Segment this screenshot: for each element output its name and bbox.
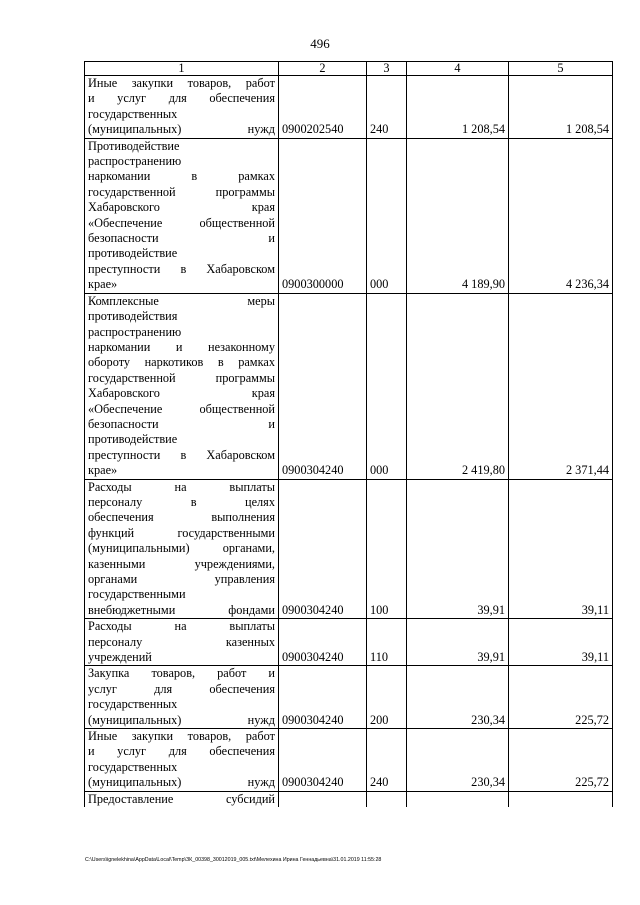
item-name-cell [85, 791, 279, 807]
item-name-line: персоналу в целях [88, 494, 275, 509]
item-name-line: преступности в Хабаровском [88, 261, 275, 276]
column-header: 1 [85, 62, 279, 76]
item-name-cell [85, 666, 279, 729]
table-row [85, 138, 613, 293]
target-article-cell [279, 791, 367, 807]
item-name-line: противодействие [88, 432, 178, 447]
amount-year1-cell: 1 208,54 [407, 76, 509, 139]
item-name-line: крае» [88, 277, 118, 292]
amount-year2-cell: 39,11 [509, 619, 613, 666]
item-name-line: наркомании в рамках [88, 169, 275, 184]
item-name-line: казенными учреждениями, [88, 556, 275, 571]
item-name-line: Иные закупки товаров, работ [88, 76, 275, 90]
target-article-cell: 0900304240 [279, 293, 367, 479]
table-row [85, 729, 613, 792]
item-name-line: распространению [88, 154, 182, 169]
item-name-line: противодействия [88, 309, 178, 324]
item-name-line: государственных [88, 759, 178, 774]
column-header: 4 [407, 62, 509, 76]
expense-type-cell: 200 [367, 666, 407, 729]
item-name-cell [85, 76, 279, 139]
table-row [85, 76, 613, 139]
item-name-cell [85, 729, 279, 792]
item-name-line: крае» [88, 463, 118, 478]
item-name-line: безопасности и [88, 231, 275, 246]
item-name-line: услуг для обеспечения [88, 681, 275, 696]
table-row [85, 791, 613, 807]
item-name-line: органами управления [88, 572, 275, 586]
budget-table [84, 61, 613, 807]
item-name-line: (муниципальных) нужд [88, 122, 275, 137]
item-name-line: противодействие [88, 246, 178, 261]
item-name-line: Комплексные меры [88, 293, 275, 308]
item-name-line: Предоставление субсидий [88, 791, 275, 806]
amount-year1-cell: 230,34 [407, 666, 509, 729]
item-name-line: (муниципальными) органами, [88, 541, 275, 556]
item-name-line: Закупка товаров, работ и [88, 666, 275, 681]
item-name-cell [85, 619, 279, 666]
expense-type-cell: 110 [367, 619, 407, 666]
item-name-line: государственными [88, 587, 186, 602]
expense-type-cell: 000 [367, 293, 407, 479]
item-name-line: Противодействие [88, 138, 180, 153]
item-name-line: обороту наркотиков в рамках [88, 355, 275, 370]
item-name-line: Хабаровского края [88, 386, 275, 401]
item-name-line: и услуг для обеспечения [88, 91, 275, 106]
item-name-line: персоналу казенных [88, 634, 275, 649]
expense-type-cell: 240 [367, 729, 407, 792]
amount-year2-cell: 1 208,54 [509, 76, 613, 139]
target-article-cell: 0900304240 [279, 729, 367, 792]
item-name-line: государственной программы [88, 184, 275, 199]
column-header: 5 [509, 62, 613, 76]
item-name-line: наркомании и незаконному [88, 339, 275, 354]
column-header: 3 [367, 62, 407, 76]
item-name-line: «Обеспечение общественной [88, 401, 275, 416]
amount-year1-cell [407, 791, 509, 807]
item-name-line: «Обеспечение общественной [88, 215, 275, 230]
table-row [85, 293, 613, 479]
amount-year2-cell: 4 236,34 [509, 138, 613, 293]
amount-year2-cell: 39,11 [509, 479, 613, 619]
table-row [85, 666, 613, 729]
table-header-row [85, 62, 613, 76]
target-article-cell: 0900304240 [279, 619, 367, 666]
amount-year1-cell: 230,34 [407, 729, 509, 792]
amount-year1-cell: 2 419,80 [407, 293, 509, 479]
item-name-cell [85, 479, 279, 619]
column-header: 2 [279, 62, 367, 76]
item-name-cell [85, 138, 279, 293]
expense-type-cell: 100 [367, 479, 407, 619]
item-name-line: (муниципальных) нужд [88, 712, 275, 727]
item-name-line: государственной программы [88, 370, 275, 385]
item-name-line: функций государственными [88, 525, 275, 540]
item-name-line: Хабаровского края [88, 200, 275, 215]
amount-year2-cell: 225,72 [509, 666, 613, 729]
expense-type-cell: 240 [367, 76, 407, 139]
item-name-line: (муниципальных) нужд [88, 775, 275, 790]
item-name-line: учреждений [88, 650, 152, 665]
item-name-cell [85, 293, 279, 479]
amount-year1-cell: 39,91 [407, 479, 509, 619]
target-article-cell: 0900300000 [279, 138, 367, 293]
item-name-line: государственных [88, 106, 178, 121]
amount-year1-cell: 4 189,90 [407, 138, 509, 293]
target-article-cell: 0900304240 [279, 479, 367, 619]
item-name-line: обеспечения выполнения [88, 510, 275, 525]
item-name-line: преступности в Хабаровском [88, 447, 275, 462]
expense-type-cell: 000 [367, 138, 407, 293]
amount-year1-cell: 39,91 [407, 619, 509, 666]
item-name-line: Расходы на выплаты [88, 479, 275, 494]
target-article-cell: 0900304240 [279, 666, 367, 729]
amount-year2-cell: 225,72 [509, 729, 613, 792]
target-article-cell: 0900202540 [279, 76, 367, 139]
amount-year2-cell: 2 371,44 [509, 293, 613, 479]
page-number: 496 [310, 36, 330, 51]
item-name-line: распространению [88, 324, 182, 339]
item-name-line: Иные закупки товаров, работ [88, 729, 275, 744]
expense-type-cell [367, 791, 407, 807]
item-name-line: Расходы на выплаты [88, 619, 275, 634]
amount-year2-cell [509, 791, 613, 807]
file-path-footer: C:\Users\ignelekhina\AppData\Local\Temp\ЗК_00398_30012019_005.txt\Мелехина Ирина Геннадьевна\31.01.2019 11:55:28 [85, 857, 382, 863]
item-name-line: и услуг для обеспечения [88, 744, 275, 759]
table-row [85, 619, 613, 666]
item-name-line: государственных [88, 697, 178, 712]
item-name-line: безопасности и [88, 416, 275, 431]
table-row [85, 479, 613, 619]
item-name-line: внебюджетными фондами [88, 602, 275, 617]
